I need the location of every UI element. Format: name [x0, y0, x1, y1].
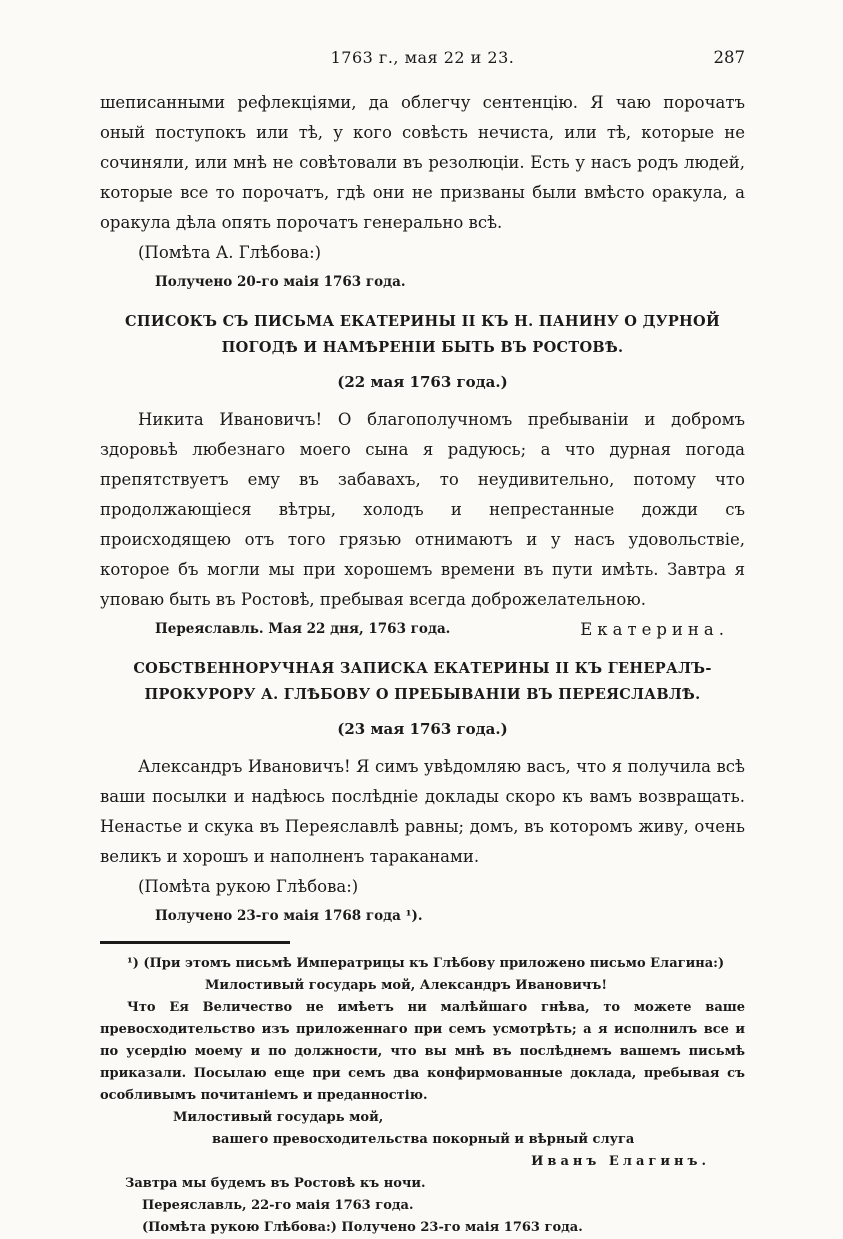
page-header [100, 48, 745, 72]
letter2-body: Александръ Ивановичъ! Я симъ увѣдомляю васъ, что я получила всѣ ваши посылки и надѣюсь послѣдніе доклады скоро къ вамъ возвращать. Ненастье и скука въ Переяславлѣ равны; домъ, въ которомъ живу, очень великъ и хорошъ и наполненъ тараканами. [100, 757, 745, 866]
running-title: 1763 г., мая 22 и 23. [330, 48, 515, 67]
letter1-dateline: Переяславль. Мая 22 дня, 1763 года. [155, 621, 451, 637]
pometa-line-glebov: (Помѣта А. Глѣбова:) [138, 243, 322, 262]
footnote-closing-line-2: вашего превосходительства покорный и вѣрный слуга [212, 1132, 635, 1147]
page-number: 287 [713, 48, 745, 67]
continuation-paragraph: шеписанными рефлекціями, да облегчу сентенцію. Я чаю порочатъ оный поступокъ или тѣ, у кого совѣсть нечиста, или тѣ, которые не сочиняли, или мнѣ не совѣтовали въ резолюціи. Есть у насъ родъ людей, которые все то порочатъ, гдѣ они не призваны были вмѣсто оракула, а оракула дѣла опять порочатъ генерально всѣ. [100, 93, 745, 232]
letter2-heading: СОБСТВЕННОРУЧНАЯ ЗАПИСКА ЕКАТЕРИНЫ II КЪ ГЕНЕРАЛЪ-ПРОКУРОРУ А. ГЛѢБОВУ О ПРЕБЫВАНІИ ВЪ ПЕРЕЯСЛАВЛѢ. [133, 660, 712, 703]
received-note-2: Получено 23-го маія 1768 года ¹). [155, 908, 423, 924]
footnote-pometa-received: (Помѣта рукою Глѣбова:) Получено 23-го маія 1763 года. [142, 1220, 583, 1235]
letter1-date: (22 мая 1763 года.) [337, 373, 508, 391]
footnote-body: Что Ея Величество не имѣетъ ни малѣйшаго гнѣва, то можете ваше превосходительство изъ приложеннаго при семъ усмотрѣть; а я исполнилъ все и по усердію моему и по должности, что вы мнѣ въ послѣднемъ вашемъ письмѣ приказали. Посылаю еще при семъ два конфирмованные доклада, пребывая съ особливымъ почитаніемъ и преданностію. [100, 1000, 745, 1103]
letter2-date: (23 мая 1763 года.) [337, 720, 508, 738]
footnote-separator-rule [100, 941, 290, 944]
letter1-heading: СПИСОКЪ СЪ ПИСЬМА ЕКАТЕРИНЫ II КЪ Н. ПАНИНУ О ДУРНОЙ ПОГОДѢ И НАМѢРЕНІИ БЫТЬ ВЪ РОСТОВѢ. [125, 313, 720, 356]
footnote-postscript-dateline: Переяславль, 22-го маія 1763 года. [142, 1198, 414, 1213]
received-note-1: Получено 20-го маія 1763 года. [155, 274, 406, 290]
footnote-salutation: Милостивый государь мой, Александръ Ивановичъ! [205, 978, 608, 993]
footnote-signature-elagin: Иванъ Елагинъ. [531, 1154, 710, 1169]
footnote-postscript-1: Завтра мы будемъ въ Ростовѣ къ ночи. [125, 1176, 426, 1191]
pometa-line-glebov-2: (Помѣта рукою Глѣбова:) [138, 877, 359, 896]
letter1-signature: Екатерина. [580, 620, 729, 639]
footnote-block [100, 953, 745, 1239]
footnote-closing-line-1: Милостивый государь мой, [173, 1110, 384, 1125]
letter1-text: Никита Ивановичъ! О благополучномъ пребываніи и добромъ здоровьѣ любезнаго моего сына я радуюсь; а что дурная погода препятствуетъ ему въ забавахъ, то неудивительно, потому что продолжающіеся вѣтры, холодъ и непрестанные дожди съ происходящею отъ того грязью отнимаютъ и у насъ удовольствіе, которое бъ могли мы при хорошемъ времени въ пути имѣть. Завтра я уповаю быть въ Ростовѣ, пребывая всегда доброжелательною. [100, 410, 745, 609]
footnote-intro-line: ¹) (При этомъ письмѣ Императрицы къ Глѣбову приложено письмо Елагина:) [127, 956, 725, 971]
